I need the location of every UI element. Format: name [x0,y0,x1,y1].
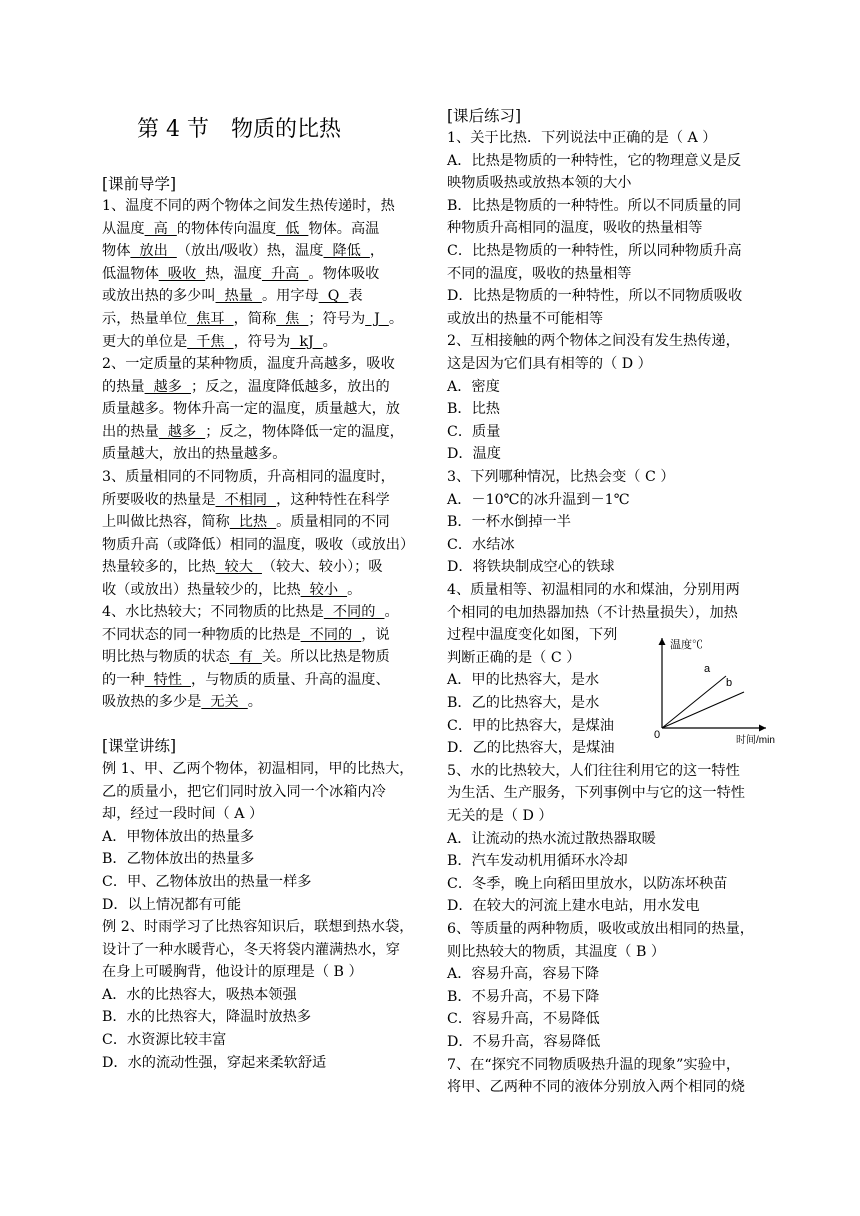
q2-line [102,444,286,464]
section-heading-pre-study: [课前导学] [102,175,177,193]
q3-line [102,512,390,532]
exercise-line [447,625,617,645]
text-span: 5、水的比热较大，人们往往利用它的这一特性 [447,762,740,779]
exercise-line [447,829,656,849]
answer-blank: 不同的 [323,604,385,620]
text-span: A．容易升高，容易下降 [447,966,600,983]
line-b-label: b [726,677,733,689]
text-span: B．乙的比热容大，是水 [447,695,600,711]
answer-blank: 特性 [144,671,191,688]
q3-line [102,490,390,510]
exercise-line [447,512,571,532]
text-span: 物质升高（或降低）相同的温度，吸收（或放出） [102,536,415,553]
text-span: 。用字母 [261,288,319,305]
text-span: D．乙的比热容大，是煤油 [447,740,615,757]
text-span: D．将铁块制成空心的铁球 [447,559,615,576]
text-span: 2、一定质量的某种物质，温度升高越多，吸收 [102,356,395,372]
exercise-line [447,761,740,781]
answer-blank: kJ [290,333,323,350]
text-span: 的物体传向温度 [176,220,277,237]
exercise-line [447,490,630,510]
text-span: A．甲物体放出的热量多 [102,828,255,845]
exercise-line [447,738,614,758]
text-span: D．以上情况都有可能 [102,896,242,913]
q1-line [102,241,384,261]
text-span: 3、下列哪种情况，比热会变（ C ） [447,469,675,485]
text-span: 或放出的热量不可能相等 [447,310,604,327]
text-span: 质量越大，放出的热量越多。 [102,446,287,463]
exercise-line [447,467,675,487]
example1-line [102,759,413,779]
text-span: A．水的比热容大，吸热本领强 [102,986,297,1003]
answer-blank: 降低 [323,243,370,260]
answer-blank: 较小 [300,582,348,598]
text-span: 设计了一种水暖背心，冬天将袋内灌满热水，穿 [102,941,400,958]
text-span: 或放出热的多少叫 [102,288,216,305]
q4-line [102,625,390,645]
text-span: 关。所以比热是物质 [261,649,390,666]
exercise-line [447,716,614,736]
text-span: B．汽车发动机用循环水冷却 [447,853,628,870]
exercise-line [447,535,515,555]
section-heading-classroom: [课堂讲练] [102,737,177,755]
text-span: 映物质吸热或放热本领的大小 [447,175,632,192]
answer-blank: 不同的 [300,626,362,643]
text-span: A．密度 [447,378,500,395]
q4-line [102,670,390,690]
text-span: 7、在“探究不同物质吸热升温的现象”实验中， [447,1056,741,1073]
line-a [662,676,726,728]
text-span: A．让流动的热水流过散热器取暖 [447,830,656,847]
text-span: 热，温度 [205,265,262,282]
text-span: C．质量 [447,423,501,440]
example1-line [102,827,254,847]
text-span: 6、等质量的两种物质，吸收或放出相同的热量， [447,921,754,937]
text-span: D．不易升高，容易降低 [447,1034,601,1050]
answer-blank: 较大 [215,559,262,576]
answer-blank: 有 [229,649,262,666]
text-span: 3、质量相同的不同物质，升高相同的温度时， [102,469,395,485]
text-span: 则比热较大的物质，其温度（ B ） [447,943,666,960]
text-span: A．甲的比热容大，是水 [447,672,600,689]
answer-blank: 升高 [261,265,309,282]
example1-line [102,782,386,802]
text-span: 收（或放出）热量较少的，比热 [102,582,301,598]
line-b [662,692,744,728]
text-span: 。 [384,604,399,620]
exercise-line [447,580,740,600]
text-span: 不同状态的同一种物质的比热是 [102,626,301,643]
exercise-line [447,670,599,690]
exercise-line [447,806,553,826]
text-span: 出的热量 [102,423,159,440]
text-span: 。物体吸收 [308,265,380,282]
exercise-line [447,241,742,261]
text-span: 判断正确的是（ C ） [447,649,581,666]
exercise-line [447,173,631,193]
text-span: B．比热是物质的一种特性。所以不同质量的同 [447,197,742,214]
exercise-line [447,218,702,238]
text-span: 4、质量相等、初温相同的水和煤油，分别用两 [447,582,740,598]
text-span: C．比热是物质的一种特性，所以同种物质升高 [447,243,742,259]
q2-line [102,377,390,397]
q1-line [102,219,379,239]
text-span: ，简称 [233,311,277,327]
text-span: 所要吸收的热量是 [102,491,216,508]
text-span: 乙的质量小，把它们同时放入同一个冰箱内冷 [102,783,386,800]
text-span: ，与物质的质量、升高的温度、 [191,671,390,688]
text-span: 示，热量单位 [102,311,188,327]
text-span: A．比热是物质的一种特性，它的物理意义是反 [447,152,741,169]
answer-blank: 越多 [144,378,191,395]
text-span: C．甲、乙物体放出的热量一样多 [102,874,312,890]
text-span: 物体 [102,243,131,260]
text-span: 的热量 [102,378,145,395]
text-span: A．－10℃的冰升温到－1℃ [447,491,630,508]
text-span: 吸放热的多少是 [102,694,202,711]
text-span: 。质量相同的不同 [276,514,390,531]
answer-blank: 越多 [158,423,206,440]
q2-line [102,422,404,442]
text-span: B．水的比热容大，降温时放热多 [102,1009,312,1026]
text-span: 。 [322,333,337,350]
text-span: 种物质升高相同的温度，吸收的热量相等 [447,220,703,237]
temperature-time-graph [648,632,788,744]
text-span: 在身上可暖胸背，他设计的原理是（ B ） [102,964,363,981]
text-span: C．水资源比较丰富 [102,1032,227,1048]
q2-line [102,354,395,374]
text-span: ，说 [361,626,390,643]
answer-blank: 吸收 [158,265,206,282]
exercise-line [447,399,500,419]
example1-line [102,872,311,892]
text-span: C．容易升高，不易降低 [447,1011,600,1028]
text-span: 2、互相接触的两个物体之间没有发生热传递， [447,333,740,350]
exercise-line [447,851,628,871]
text-span: 将甲、乙两种不同的液体分别放入两个相同的烧 [447,1079,745,1096]
q3-line [102,535,414,555]
exercise-line [447,1055,740,1075]
line-a-label: a [704,663,711,675]
q1-line [102,309,403,329]
exercise-line [447,286,742,306]
q3-line [102,467,395,487]
example2-line [102,1053,326,1073]
text-span: 明比热与物质的状态 [102,649,230,666]
text-span: 。 [388,311,404,327]
text-span: 例 2、时雨学习了比热容知识后，联想到热水袋， [102,919,414,935]
exercise-line [447,942,665,962]
text-span: 。 [347,582,362,598]
text-span: （较大、较小）；吸 [261,559,383,576]
text-span: 无关的是（ D ） [447,808,553,824]
text-span: B．比热 [447,401,500,418]
text-span: 这是因为它们具有相等的（ D ） [447,356,652,372]
example1-line [102,849,254,869]
text-span: C．甲的比热容大，是煤油 [447,717,614,734]
example2-line [102,1030,226,1050]
text-span: 的一种 [102,671,145,688]
exercise-line [447,783,745,803]
example2-line [102,962,363,982]
text-span: C．水结冰 [447,536,515,553]
text-span: 更大的单位是 [102,333,188,350]
example1-line [102,804,263,824]
answer-blank: 不相同 [215,491,277,508]
answer-blank: 焦耳 [187,311,234,327]
q3-line [102,557,383,577]
q2-line [102,399,400,419]
text-span: ，这种特性在科学 [276,491,390,508]
text-span: 低温物体 [102,265,159,282]
text-span: D．温度 [447,446,501,463]
text-span: 1、温度不同的两个物体之间发生热传递时，热 [102,198,395,214]
exercise-line [447,874,727,894]
text-span: B．一杯水倒掉一半 [447,514,571,531]
q4-line [102,602,399,622]
text-span: 物体。高温 [308,220,380,237]
answer-blank: 低 [276,220,309,237]
answer-blank: 无关 [201,694,248,711]
text-span: 质量越多。物体升高一定的温度，质量越大，放 [102,401,400,418]
example1-line [102,895,241,915]
exercise-line [447,377,500,397]
text-span: 从温度 [102,220,145,237]
q4-line [102,647,390,667]
exercise-line [447,444,501,464]
exercise-line [447,128,716,148]
exercise-line [447,896,700,916]
text-span: 过程中温度变化如图，下列 [447,627,618,644]
text-span: 为生活、生产服务，下列事例中与它的这一特性 [447,785,745,802]
q3-line [102,580,361,600]
text-span: 。 [247,694,262,711]
exercise-line [447,693,599,713]
section-heading-exercises: [课后练习] [447,107,522,125]
text-span: D．水的流动性强，穿起来柔软舒适 [102,1054,327,1071]
answer-blank: 焦 [276,311,309,327]
page-title: 第 4 节 物质的比热 [137,117,341,142]
text-span: 例 1、甲、乙两个物体，初温相同，甲的比热大， [102,761,414,777]
exercise-line [447,557,614,577]
text-span: D．比热是物质的一种特性，所以不同物质吸收 [447,288,743,305]
example2-line [102,917,413,937]
q1-line [102,332,337,352]
text-span: ；符号为 [308,311,366,327]
exercise-line [447,1032,600,1052]
exercise-line [447,354,652,374]
q1-line [102,264,379,284]
text-span: 上叫做比热容，简称 [102,514,230,531]
text-span: D．在较大的河流上建水电站，用水发电 [447,898,700,915]
text-span: ；反之，温度降低越多，放出的 [191,378,390,395]
x-axis-label: 时间/min [736,735,775,744]
text-span: C．冬季，晚上向稻田里放水，以防冻坏秧苗 [447,875,728,892]
text-span: ，符号为 [233,333,291,350]
y-axis-label: 温度℃ [670,639,703,651]
exercise-line [447,196,741,216]
text-span: 不同的温度，吸收的热量相等 [447,265,632,282]
q4-line [102,692,262,712]
exercise-line [447,919,754,939]
text-span: 却，经过一段时间（ A ） [102,806,264,823]
exercise-line [447,987,599,1007]
answer-blank: 比热 [229,514,277,531]
answer-blank: 千焦 [187,333,234,350]
exercise-line [447,1009,600,1029]
answer-blank: 高 [144,220,177,237]
exercise-line [447,648,580,668]
text-span: 表 [348,288,363,305]
exercise-line [447,422,500,442]
origin-label: 0 [654,729,661,741]
text-span: B．乙物体放出的热量多 [102,851,255,868]
q1-line [102,286,363,306]
exercise-line [447,264,631,284]
text-span: 1、关于比热．下列说法中正确的是（ A ） [447,130,717,146]
text-span: 热量较多的，比热 [102,559,216,576]
q1-line [102,196,395,216]
text-span: 4、水比热较大；不同物质的比热是 [102,604,324,620]
text-span: B．不易升高，不易下降 [447,988,600,1005]
text-span: 个相同的电加热器加热（不计热量损失），加热 [447,604,738,621]
exercise-line [447,309,603,329]
exercise-line [447,331,740,351]
example2-line [102,940,400,960]
exercise-line [447,151,741,171]
text-span: （放出/吸收）热，温度 [176,243,324,260]
example2-line [102,1007,311,1027]
example2-line [102,985,297,1005]
text-span: ；反之，物体降低一定的温度， [205,423,404,440]
answer-blank: 热量 [215,288,262,305]
answer-blank: J [365,311,389,327]
exercise-line [447,1077,745,1097]
exercise-line [447,964,599,984]
exercise-line [447,603,738,623]
answer-blank: 放出 [130,243,177,260]
text-span: ， [369,243,385,260]
answer-blank: Q [318,288,349,305]
